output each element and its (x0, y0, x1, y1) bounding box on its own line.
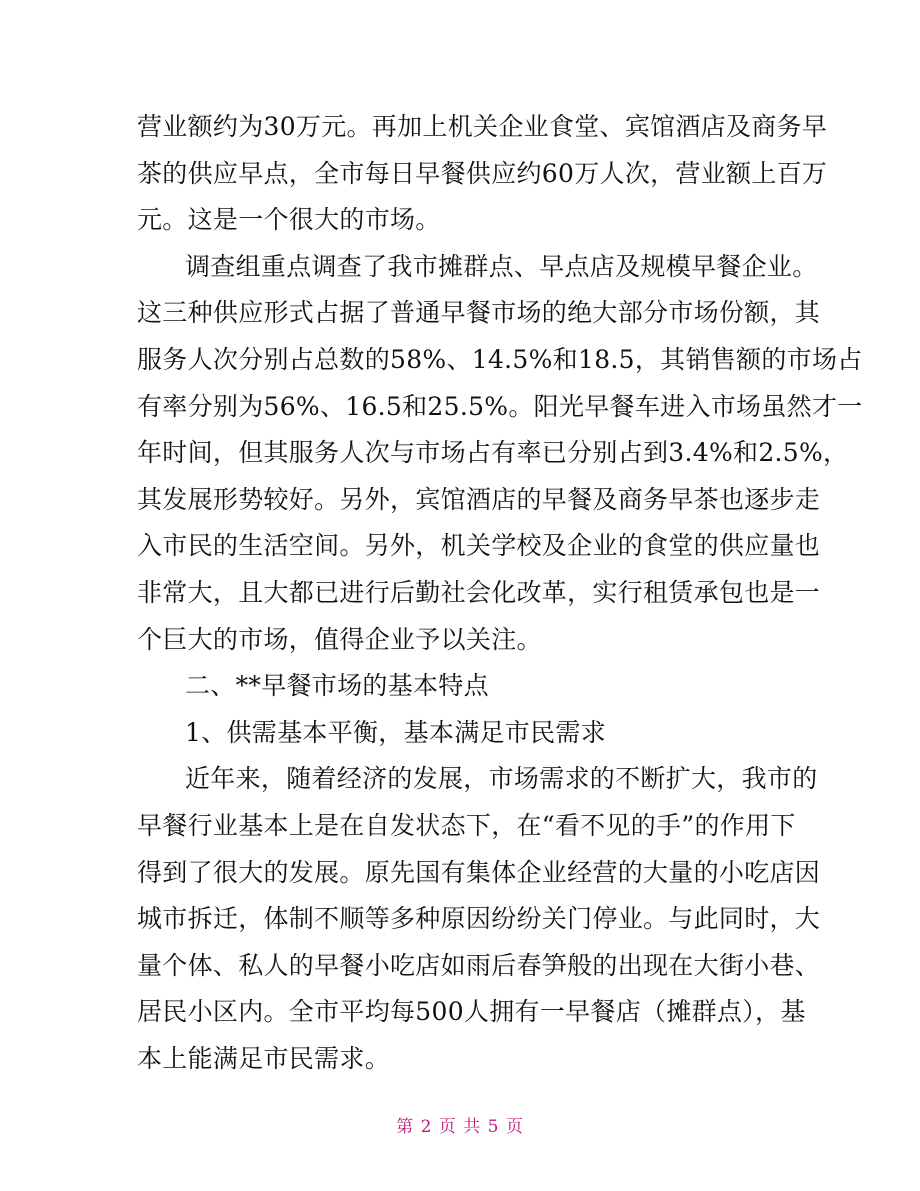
text-line: 这三种供应形式占据了普通早餐市场的绝大部分市场份额，其 (137, 298, 821, 328)
text-line: 居民小区内。全市平均每500人拥有一早餐店（摊群点），基 (137, 997, 806, 1027)
text-line: 有率分别为56%、16.5和25.5%。阳光早餐车进入市场虽然才一 (137, 391, 863, 421)
text-line: 其发展形势较好。另外，宾馆酒店的早餐及商务早茶也逐步走 (137, 484, 821, 514)
text-line: 量个体、私人的早餐小吃店如雨后春笋般的出现在大街小巷、 (137, 950, 821, 980)
document-body (137, 104, 863, 1082)
text-line: 元。这是一个很大的市场。 (137, 205, 441, 235)
text-line: 得到了很大的发展。原先国有集体企业经营的大量的小吃店因 (137, 857, 821, 887)
subsection-heading: 1、供需基本平衡，基本满足市民需求 (185, 717, 607, 747)
page-number-footer: 第 2 页 共 5 页 (396, 1117, 524, 1137)
text-line: 茶的供应早点，全市每日早餐供应约60万人次，营业额上百万 (137, 158, 828, 188)
text-line: 年时间，但其服务人次与市场占有率已分别占到3.4%和2.5%， (137, 438, 849, 468)
text-line: 营业额约为30万元。再加上机关企业食堂、宾馆酒店及商务早 (137, 112, 828, 141)
text-line: 早餐行业基本上是在自发状态下，在“看不见的手”的作用下 (137, 810, 796, 840)
text-line: 入市民的生活空间。另外，机关学校及企业的食堂的供应量也 (137, 531, 821, 561)
text-line: 服务人次分别占总数的58%、14.5%和18.5，其销售额的市场占 (137, 344, 863, 374)
text-line: 近年来，随着经济的发展，市场需求的不断扩大，我市的 (185, 764, 818, 794)
text-line: 城市拆迁，体制不顺等多种原因纷纷关门停业。与此同时，大 (137, 904, 821, 934)
text-line: 非常大，且大都已进行后勤社会化改革，实行租赁承包也是一 (137, 577, 821, 607)
text-line: 调查组重点调查了我市摊群点、早点店及规模早餐企业。 (185, 251, 818, 281)
text-line: 个巨大的市场，值得企业予以关注。 (137, 624, 542, 654)
section-heading: 二、**早餐市场的基本特点 (185, 671, 489, 701)
text-line: 本上能满足市民需求。 (137, 1043, 391, 1073)
